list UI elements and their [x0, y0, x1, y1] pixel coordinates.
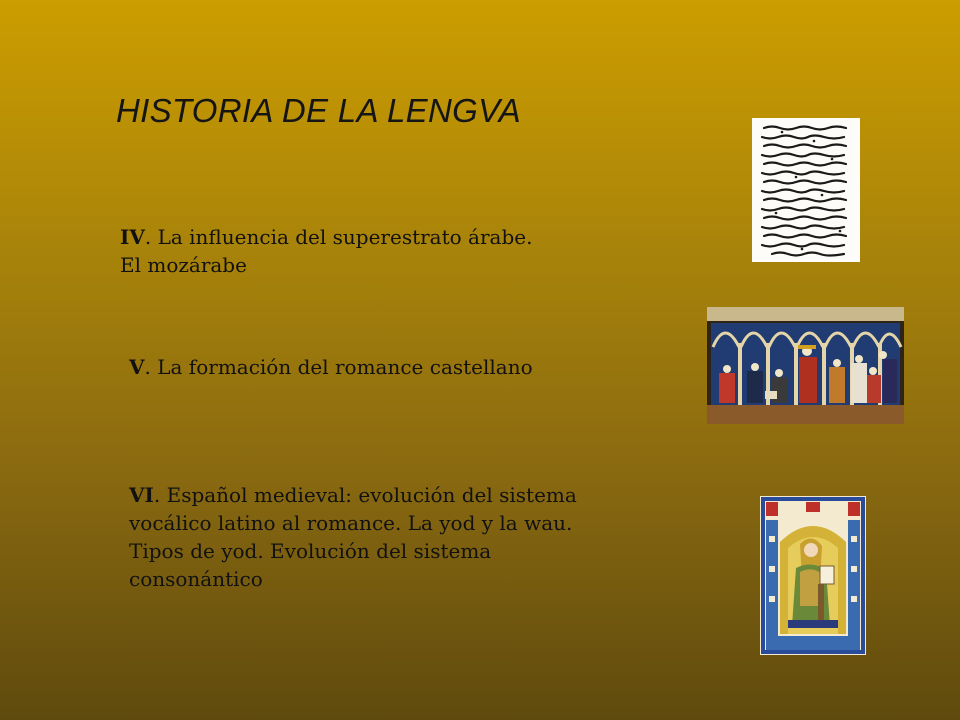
topic-text: . Español medieval: evolución del sistema vocálico latino al romance. La yod y la wau. Tipos de yod. Evolución del sistema consonántico: [129, 483, 577, 591]
topic-numeral: V: [129, 355, 145, 379]
arabic-manuscript-image: [752, 118, 860, 262]
topic-item-vi: [129, 481, 629, 593]
topic-item-v: [129, 353, 609, 381]
topic-numeral: VI: [129, 483, 154, 507]
topic-numeral: IV: [120, 225, 145, 249]
topic-text: . La formación del romance castellano: [144, 355, 533, 379]
topic-text: . La influencia del superestrato árabe. El mozárabe: [120, 225, 533, 277]
medieval-scribe-illumination-image: [760, 496, 866, 655]
page-title: HISTORIA DE LA LENGVA: [116, 92, 521, 129]
medieval-court-scene-image: [707, 307, 904, 424]
topic-item-iv: [120, 223, 540, 279]
